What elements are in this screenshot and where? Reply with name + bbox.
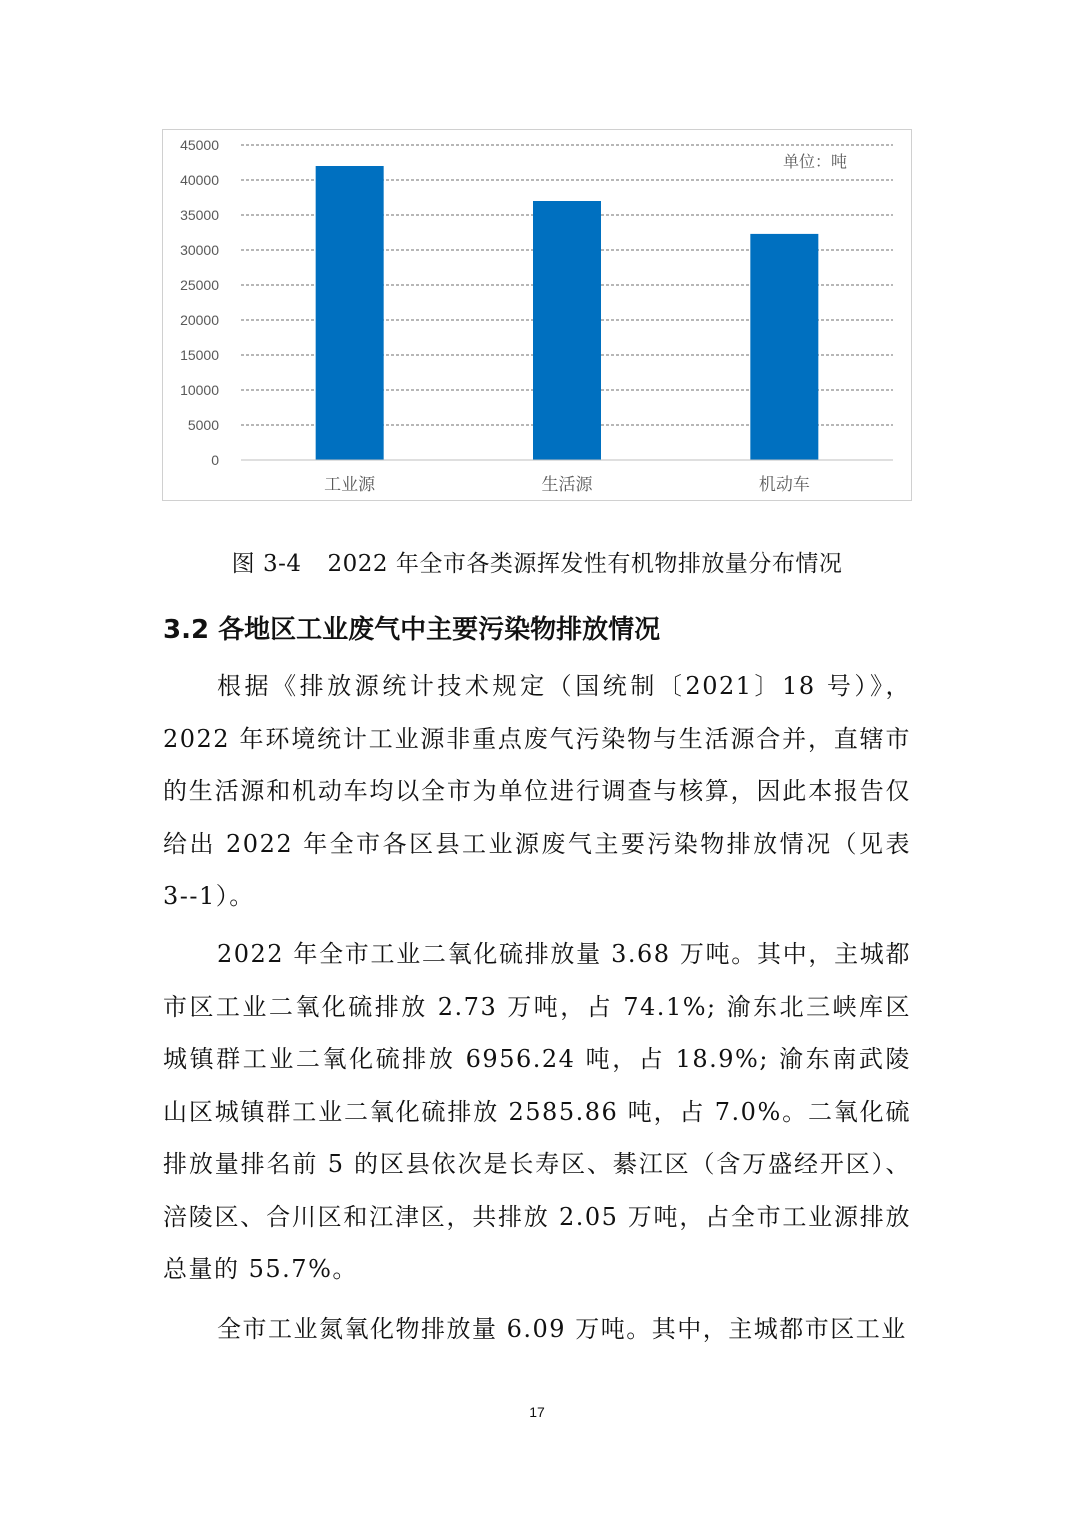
y-tick-label: 0 <box>211 452 219 468</box>
paragraph-1: 根据《排放源统计技术规定（国统制〔2021〕18 号）》，2022 年环境统计工业源非重点废气污染物与生活源合并，直辖市的生活源和机动车均以全市为单位进行调查与核算，因此本报告仅给出 2022 年全市各区县工业源废气主要污染物排放情况（见表 3--1）。 <box>163 672 911 910</box>
y-tick-label: 40000 <box>180 172 219 188</box>
y-tick-label: 10000 <box>180 382 219 398</box>
y-tick-label: 30000 <box>180 242 219 258</box>
x-category-label: 生活源 <box>541 475 593 495</box>
y-tick-label: 20000 <box>180 312 219 328</box>
y-tick-label: 35000 <box>180 207 219 223</box>
bar-chart <box>162 129 912 501</box>
y-tick-label: 45000 <box>180 137 219 153</box>
bar-3 <box>750 234 818 460</box>
y-tick-label: 25000 <box>180 277 219 293</box>
section-heading: 3.2 各地区工业废气中主要污染物排放情况 <box>163 615 661 645</box>
chart-unit-label: 单位：吨 <box>783 154 848 171</box>
chart-svg <box>163 130 911 500</box>
y-tick-label: 5000 <box>187 417 219 433</box>
bar-1 <box>316 166 384 460</box>
x-category-label: 机动车 <box>758 475 810 495</box>
x-category-label: 工业源 <box>324 475 376 495</box>
paragraph-3: 全市工业氮氧化物排放量 6.09 万吨。其中，主城都市区工业 <box>217 1315 907 1343</box>
figure-caption <box>0 545 1074 578</box>
figure-title: 2022 年全市各类源挥发性有机物排放量分布情况 <box>327 551 843 577</box>
bar-2 <box>533 201 601 460</box>
y-tick-label: 15000 <box>180 347 219 363</box>
figure-number: 图 3-4 <box>231 551 302 577</box>
paragraph-2: 2022 年全市工业二氧化硫排放量 3.68 万吨。其中，主城都市区工业二氧化硫排放 2.73 万吨，占 74.1%; 渝东北三峡库区城镇群工业二氧化硫排放 6956.24 吨，占 18.9%; 渝东南武陵山区城镇群工业二氧化硫排放 2585.86 吨，占 7.0%。二氧化硫排放量排名前 5 的区县依次是长寿区、綦江区（含万盛经开区）、涪陵区、合川区和江津区，共排放 2.05 万吨，占全市工业源排放总量的 55.7%。 <box>163 940 911 1283</box>
page-number: 17 <box>529 1404 545 1420</box>
